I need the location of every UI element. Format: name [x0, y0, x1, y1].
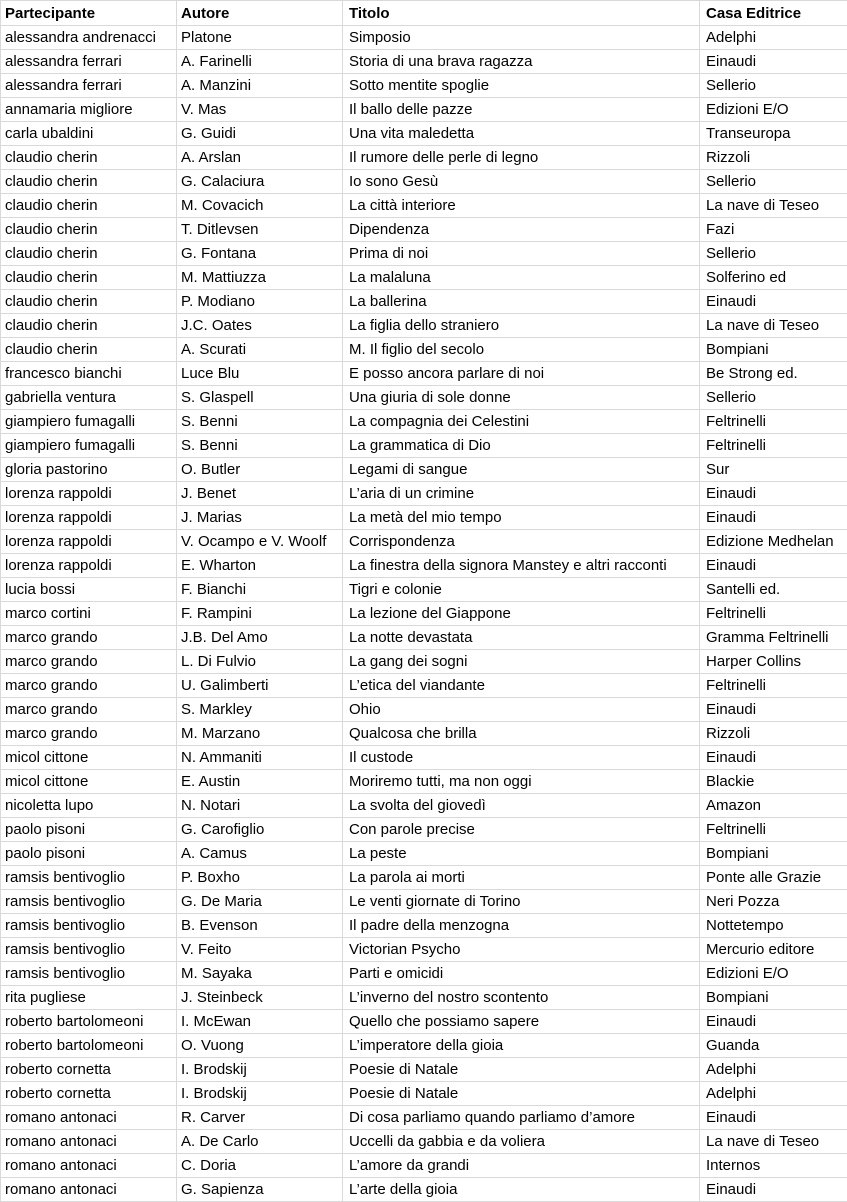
cell-autore[interactable]: A. Manzini	[177, 74, 343, 98]
cell-titolo[interactable]: La notte devastata	[343, 626, 700, 650]
cell-autore[interactable]: G. Carofiglio	[177, 818, 343, 842]
cell-titolo[interactable]: Prima di noi	[343, 242, 700, 266]
cell-titolo[interactable]: Con parole precise	[343, 818, 700, 842]
table-row	[1, 554, 847, 578]
cell-titolo[interactable]: L’inverno del nostro scontento	[343, 986, 700, 1010]
cell-titolo[interactable]: Uccelli da gabbia e da voliera	[343, 1130, 700, 1154]
cell-casa-editrice[interactable]: Einaudi	[700, 1178, 847, 1202]
cell-titolo[interactable]: Legami di sangue	[343, 458, 700, 482]
cell-casa-editrice[interactable]: Blackie	[700, 770, 847, 794]
cell-autore[interactable]: T. Ditlevsen	[177, 218, 343, 242]
cell-casa-editrice[interactable]: Feltrinelli	[700, 434, 847, 458]
table-row	[1, 602, 847, 626]
cell-partecipante[interactable]: ramsis bentivoglio	[1, 938, 177, 962]
cell-titolo[interactable]: Ohio	[343, 698, 700, 722]
cell-titolo[interactable]: La grammatica di Dio	[343, 434, 700, 458]
cell-casa-editrice[interactable]: Edizione Medhelan	[700, 530, 847, 554]
header-partecipante[interactable]: Partecipante	[1, 1, 177, 26]
table-row	[1, 866, 847, 890]
cell-titolo[interactable]: La gang dei sogni	[343, 650, 700, 674]
table-row	[1, 194, 847, 218]
cell-autore[interactable]: M. Mattiuzza	[177, 266, 343, 290]
table-row	[1, 1034, 847, 1058]
cell-titolo[interactable]: Il padre della menzogna	[343, 914, 700, 938]
cell-titolo[interactable]: Tigri e colonie	[343, 578, 700, 602]
cell-casa-editrice[interactable]: Einaudi	[700, 1106, 847, 1130]
table-row	[1, 722, 847, 746]
cell-partecipante[interactable]: marco grando	[1, 626, 177, 650]
cell-partecipante[interactable]: romano antonaci	[1, 1154, 177, 1178]
cell-autore[interactable]: O. Vuong	[177, 1034, 343, 1058]
cell-partecipante[interactable]: ramsis bentivoglio	[1, 866, 177, 890]
cell-partecipante[interactable]: roberto cornetta	[1, 1058, 177, 1082]
cell-autore[interactable]: V. Feito	[177, 938, 343, 962]
cell-autore[interactable]: E. Wharton	[177, 554, 343, 578]
cell-casa-editrice[interactable]: Einaudi	[700, 746, 847, 770]
cell-casa-editrice[interactable]: Einaudi	[700, 290, 847, 314]
cell-autore[interactable]: J. Marias	[177, 506, 343, 530]
cell-autore[interactable]: Luce Blu	[177, 362, 343, 386]
cell-autore[interactable]: G. Calaciura	[177, 170, 343, 194]
cell-titolo[interactable]: Corrispondenza	[343, 530, 700, 554]
table-row	[1, 386, 847, 410]
cell-autore[interactable]: A. Camus	[177, 842, 343, 866]
table-row	[1, 578, 847, 602]
cell-titolo[interactable]: Quello che possiamo sapere	[343, 1010, 700, 1034]
cell-casa-editrice[interactable]: Fazi	[700, 218, 847, 242]
table-row	[1, 962, 847, 986]
cell-titolo[interactable]: La malaluna	[343, 266, 700, 290]
table-row	[1, 650, 847, 674]
table-row	[1, 794, 847, 818]
cell-titolo[interactable]: Qualcosa che brilla	[343, 722, 700, 746]
cell-titolo[interactable]: Il ballo delle pazze	[343, 98, 700, 122]
table-row	[1, 410, 847, 434]
cell-casa-editrice[interactable]: Edizioni E/O	[700, 98, 847, 122]
cell-partecipante[interactable]: giampiero fumagalli	[1, 434, 177, 458]
cell-casa-editrice[interactable]: Gramma Feltrinelli	[700, 626, 847, 650]
cell-casa-editrice[interactable]: Sur	[700, 458, 847, 482]
cell-titolo[interactable]: La città interiore	[343, 194, 700, 218]
cell-partecipante[interactable]: paolo pisoni	[1, 842, 177, 866]
cell-partecipante[interactable]: claudio cherin	[1, 146, 177, 170]
table-body	[1, 26, 847, 1202]
cell-titolo[interactable]: Sotto mentite spoglie	[343, 74, 700, 98]
cell-titolo[interactable]: La ballerina	[343, 290, 700, 314]
cell-partecipante[interactable]: marco grando	[1, 674, 177, 698]
cell-autore[interactable]: Platone	[177, 26, 343, 50]
cell-titolo[interactable]: Dipendenza	[343, 218, 700, 242]
cell-partecipante[interactable]: claudio cherin	[1, 194, 177, 218]
cell-titolo[interactable]: La peste	[343, 842, 700, 866]
cell-partecipante[interactable]: gloria pastorino	[1, 458, 177, 482]
cell-autore[interactable]: J. Steinbeck	[177, 986, 343, 1010]
cell-autore[interactable]: F. Bianchi	[177, 578, 343, 602]
table-row	[1, 146, 847, 170]
cell-casa-editrice[interactable]: Rizzoli	[700, 146, 847, 170]
cell-casa-editrice[interactable]: Be Strong ed.	[700, 362, 847, 386]
cell-partecipante[interactable]: alessandra ferrari	[1, 74, 177, 98]
cell-partecipante[interactable]: giampiero fumagalli	[1, 410, 177, 434]
cell-casa-editrice[interactable]: Edizioni E/O	[700, 962, 847, 986]
cell-titolo[interactable]: Il rumore delle perle di legno	[343, 146, 700, 170]
cell-casa-editrice[interactable]: Internos	[700, 1154, 847, 1178]
cell-titolo[interactable]: Poesie di Natale	[343, 1082, 700, 1106]
table-row	[1, 986, 847, 1010]
cell-casa-editrice[interactable]: Guanda	[700, 1034, 847, 1058]
cell-titolo[interactable]: Victorian Psycho	[343, 938, 700, 962]
cell-casa-editrice[interactable]: Neri Pozza	[700, 890, 847, 914]
cell-autore[interactable]: G. Guidi	[177, 122, 343, 146]
table-row	[1, 914, 847, 938]
table-row	[1, 506, 847, 530]
cell-titolo[interactable]: Una vita maledetta	[343, 122, 700, 146]
table-row	[1, 770, 847, 794]
cell-partecipante[interactable]: francesco bianchi	[1, 362, 177, 386]
cell-partecipante[interactable]: lorenza rappoldi	[1, 506, 177, 530]
table-row	[1, 170, 847, 194]
cell-casa-editrice[interactable]: Bompiani	[700, 986, 847, 1010]
cell-autore[interactable]: G. Fontana	[177, 242, 343, 266]
table-row	[1, 1154, 847, 1178]
cell-casa-editrice[interactable]: Feltrinelli	[700, 674, 847, 698]
cell-casa-editrice[interactable]: Bompiani	[700, 842, 847, 866]
cell-casa-editrice[interactable]: Einaudi	[700, 50, 847, 74]
cell-partecipante[interactable]: ramsis bentivoglio	[1, 890, 177, 914]
table-row	[1, 98, 847, 122]
cell-titolo[interactable]: L’aria di un crimine	[343, 482, 700, 506]
table-row	[1, 1082, 847, 1106]
cell-autore[interactable]: M. Covacich	[177, 194, 343, 218]
cell-autore[interactable]: S. Markley	[177, 698, 343, 722]
cell-partecipante[interactable]: carla ubaldini	[1, 122, 177, 146]
cell-titolo[interactable]: La finestra della signora Manstey e altri racconti	[343, 554, 700, 578]
cell-casa-editrice[interactable]: Einaudi	[700, 554, 847, 578]
cell-casa-editrice[interactable]: Sellerio	[700, 242, 847, 266]
cell-partecipante[interactable]: alessandra ferrari	[1, 50, 177, 74]
cell-partecipante[interactable]: claudio cherin	[1, 218, 177, 242]
cell-autore[interactable]: V. Ocampo e V. Woolf	[177, 530, 343, 554]
table-row	[1, 698, 847, 722]
cell-partecipante[interactable]: annamaria migliore	[1, 98, 177, 122]
table-row	[1, 1178, 847, 1202]
cell-titolo[interactable]: La compagnia dei Celestini	[343, 410, 700, 434]
cell-autore[interactable]: E. Austin	[177, 770, 343, 794]
cell-autore[interactable]: I. Brodskij	[177, 1058, 343, 1082]
cell-autore[interactable]: V. Mas	[177, 98, 343, 122]
cell-autore[interactable]: A. Scurati	[177, 338, 343, 362]
cell-autore[interactable]: J. Benet	[177, 482, 343, 506]
cell-autore[interactable]: P. Modiano	[177, 290, 343, 314]
cell-titolo[interactable]: L’amore da grandi	[343, 1154, 700, 1178]
cell-autore[interactable]: G. De Maria	[177, 890, 343, 914]
cell-autore[interactable]: L. Di Fulvio	[177, 650, 343, 674]
cell-partecipante[interactable]: rita pugliese	[1, 986, 177, 1010]
cell-casa-editrice[interactable]: Transeuropa	[700, 122, 847, 146]
cell-autore[interactable]: A. Farinelli	[177, 50, 343, 74]
table-row	[1, 314, 847, 338]
cell-autore[interactable]: G. Sapienza	[177, 1178, 343, 1202]
cell-autore[interactable]: A. Arslan	[177, 146, 343, 170]
table-row	[1, 1010, 847, 1034]
cell-partecipante[interactable]: paolo pisoni	[1, 818, 177, 842]
cell-titolo[interactable]: E posso ancora parlare di noi	[343, 362, 700, 386]
cell-casa-editrice[interactable]: Feltrinelli	[700, 602, 847, 626]
cell-casa-editrice[interactable]: Rizzoli	[700, 722, 847, 746]
cell-titolo[interactable]: L’imperatore della gioia	[343, 1034, 700, 1058]
cell-autore[interactable]: M. Marzano	[177, 722, 343, 746]
cell-partecipante[interactable]: lucia bossi	[1, 578, 177, 602]
table-row	[1, 458, 847, 482]
header-autore[interactable]: Autore	[177, 1, 343, 26]
cell-partecipante[interactable]: claudio cherin	[1, 170, 177, 194]
cell-casa-editrice[interactable]: Santelli ed.	[700, 578, 847, 602]
cell-autore[interactable]: R. Carver	[177, 1106, 343, 1130]
cell-partecipante[interactable]: claudio cherin	[1, 266, 177, 290]
cell-titolo[interactable]: La figlia dello straniero	[343, 314, 700, 338]
table-row	[1, 938, 847, 962]
cell-autore[interactable]: O. Butler	[177, 458, 343, 482]
header-row	[1, 1, 847, 26]
cell-partecipante[interactable]: marco grando	[1, 722, 177, 746]
table-row	[1, 26, 847, 50]
cell-partecipante[interactable]: ramsis bentivoglio	[1, 914, 177, 938]
cell-titolo[interactable]: Simposio	[343, 26, 700, 50]
cell-casa-editrice[interactable]: Einaudi	[700, 506, 847, 530]
cell-partecipante[interactable]: romano antonaci	[1, 1178, 177, 1202]
cell-autore[interactable]: U. Galimberti	[177, 674, 343, 698]
cell-casa-editrice[interactable]: Adelphi	[700, 26, 847, 50]
cell-partecipante[interactable]: micol cittone	[1, 746, 177, 770]
table-row	[1, 218, 847, 242]
table-row	[1, 362, 847, 386]
cell-casa-editrice[interactable]: La nave di Teseo	[700, 314, 847, 338]
table-row	[1, 1130, 847, 1154]
cell-titolo[interactable]: Storia di una brava ragazza	[343, 50, 700, 74]
cell-autore[interactable]: A. De Carlo	[177, 1130, 343, 1154]
cell-partecipante[interactable]: marco grando	[1, 650, 177, 674]
cell-casa-editrice[interactable]: Einaudi	[700, 1010, 847, 1034]
cell-casa-editrice[interactable]: Adelphi	[700, 1058, 847, 1082]
cell-partecipante[interactable]: lorenza rappoldi	[1, 482, 177, 506]
cell-autore[interactable]: P. Boxho	[177, 866, 343, 890]
table-row	[1, 290, 847, 314]
cell-partecipante[interactable]: ramsis bentivoglio	[1, 962, 177, 986]
cell-casa-editrice[interactable]: Einaudi	[700, 698, 847, 722]
cell-casa-editrice[interactable]: Sellerio	[700, 74, 847, 98]
cell-titolo[interactable]: Io sono Gesù	[343, 170, 700, 194]
cell-autore[interactable]: F. Rampini	[177, 602, 343, 626]
table-row	[1, 842, 847, 866]
cell-autore[interactable]: B. Evenson	[177, 914, 343, 938]
cell-casa-editrice[interactable]: Solferino ed	[700, 266, 847, 290]
cell-partecipante[interactable]: roberto cornetta	[1, 1082, 177, 1106]
cell-casa-editrice[interactable]: Nottetempo	[700, 914, 847, 938]
cell-titolo[interactable]: L’arte della gioia	[343, 1178, 700, 1202]
cell-partecipante[interactable]: lorenza rappoldi	[1, 530, 177, 554]
cell-casa-editrice[interactable]: Feltrinelli	[700, 818, 847, 842]
cell-titolo[interactable]: Una giuria di sole donne	[343, 386, 700, 410]
table-row	[1, 1106, 847, 1130]
table-row	[1, 434, 847, 458]
table-row	[1, 50, 847, 74]
cell-autore[interactable]: I. McEwan	[177, 1010, 343, 1034]
cell-casa-editrice[interactable]: Adelphi	[700, 1082, 847, 1106]
cell-casa-editrice[interactable]: Harper Collins	[700, 650, 847, 674]
cell-partecipante[interactable]: claudio cherin	[1, 314, 177, 338]
cell-casa-editrice[interactable]: Bompiani	[700, 338, 847, 362]
cell-casa-editrice[interactable]: Einaudi	[700, 482, 847, 506]
table-row	[1, 626, 847, 650]
cell-autore[interactable]: S. Benni	[177, 434, 343, 458]
cell-partecipante[interactable]: micol cittone	[1, 770, 177, 794]
table-row	[1, 530, 847, 554]
cell-titolo[interactable]: L’etica del viandante	[343, 674, 700, 698]
cell-partecipante[interactable]: roberto bartolomeoni	[1, 1034, 177, 1058]
table-row	[1, 746, 847, 770]
cell-autore[interactable]: N. Notari	[177, 794, 343, 818]
cell-casa-editrice[interactable]: Amazon	[700, 794, 847, 818]
cell-autore[interactable]: I. Brodskij	[177, 1082, 343, 1106]
table-row	[1, 266, 847, 290]
cell-titolo[interactable]: La parola ai morti	[343, 866, 700, 890]
cell-casa-editrice[interactable]: Ponte alle Grazie	[700, 866, 847, 890]
table-row	[1, 674, 847, 698]
header-casa-editrice[interactable]: Casa Editrice	[700, 1, 847, 26]
cell-casa-editrice[interactable]: Sellerio	[700, 170, 847, 194]
cell-titolo[interactable]: La metà del mio tempo	[343, 506, 700, 530]
cell-autore[interactable]: M. Sayaka	[177, 962, 343, 986]
cell-titolo[interactable]: Parti e omicidi	[343, 962, 700, 986]
cell-partecipante[interactable]: marco grando	[1, 698, 177, 722]
cell-casa-editrice[interactable]: La nave di Teseo	[700, 1130, 847, 1154]
cell-autore[interactable]: C. Doria	[177, 1154, 343, 1178]
cell-casa-editrice[interactable]: Mercurio editore	[700, 938, 847, 962]
cell-autore[interactable]: J.C. Oates	[177, 314, 343, 338]
cell-titolo[interactable]: Il custode	[343, 746, 700, 770]
cell-partecipante[interactable]: roberto bartolomeoni	[1, 1010, 177, 1034]
cell-partecipante[interactable]: claudio cherin	[1, 290, 177, 314]
cell-partecipante[interactable]: nicoletta lupo	[1, 794, 177, 818]
cell-partecipante[interactable]: romano antonaci	[1, 1106, 177, 1130]
cell-partecipante[interactable]: claudio cherin	[1, 338, 177, 362]
table-row	[1, 818, 847, 842]
cell-partecipante[interactable]: gabriella ventura	[1, 386, 177, 410]
table-row	[1, 890, 847, 914]
table-row	[1, 74, 847, 98]
cell-titolo[interactable]: La lezione del Giappone	[343, 602, 700, 626]
cell-casa-editrice[interactable]: La nave di Teseo	[700, 194, 847, 218]
cell-autore[interactable]: J.B. Del Amo	[177, 626, 343, 650]
cell-partecipante[interactable]: romano antonaci	[1, 1130, 177, 1154]
cell-casa-editrice[interactable]: Sellerio	[700, 386, 847, 410]
cell-titolo[interactable]: Di cosa parliamo quando parliamo d’amore	[343, 1106, 700, 1130]
cell-partecipante[interactable]: marco cortini	[1, 602, 177, 626]
cell-partecipante[interactable]: lorenza rappoldi	[1, 554, 177, 578]
cell-titolo[interactable]: La svolta del giovedì	[343, 794, 700, 818]
cell-titolo[interactable]: Le venti giornate di Torino	[343, 890, 700, 914]
cell-casa-editrice[interactable]: Feltrinelli	[700, 410, 847, 434]
table-row	[1, 1058, 847, 1082]
cell-titolo[interactable]: M. Il figlio del secolo	[343, 338, 700, 362]
cell-autore[interactable]: S. Glaspell	[177, 386, 343, 410]
header-titolo[interactable]: Titolo	[343, 1, 700, 26]
cell-autore[interactable]: S. Benni	[177, 410, 343, 434]
cell-titolo[interactable]: Poesie di Natale	[343, 1058, 700, 1082]
table-row	[1, 122, 847, 146]
table-row	[1, 242, 847, 266]
table-row	[1, 338, 847, 362]
cell-autore[interactable]: N. Ammaniti	[177, 746, 343, 770]
table-row	[1, 482, 847, 506]
cell-titolo[interactable]: Moriremo tutti, ma non oggi	[343, 770, 700, 794]
cell-partecipante[interactable]: claudio cherin	[1, 242, 177, 266]
cell-partecipante[interactable]: alessandra andrenacci	[1, 26, 177, 50]
